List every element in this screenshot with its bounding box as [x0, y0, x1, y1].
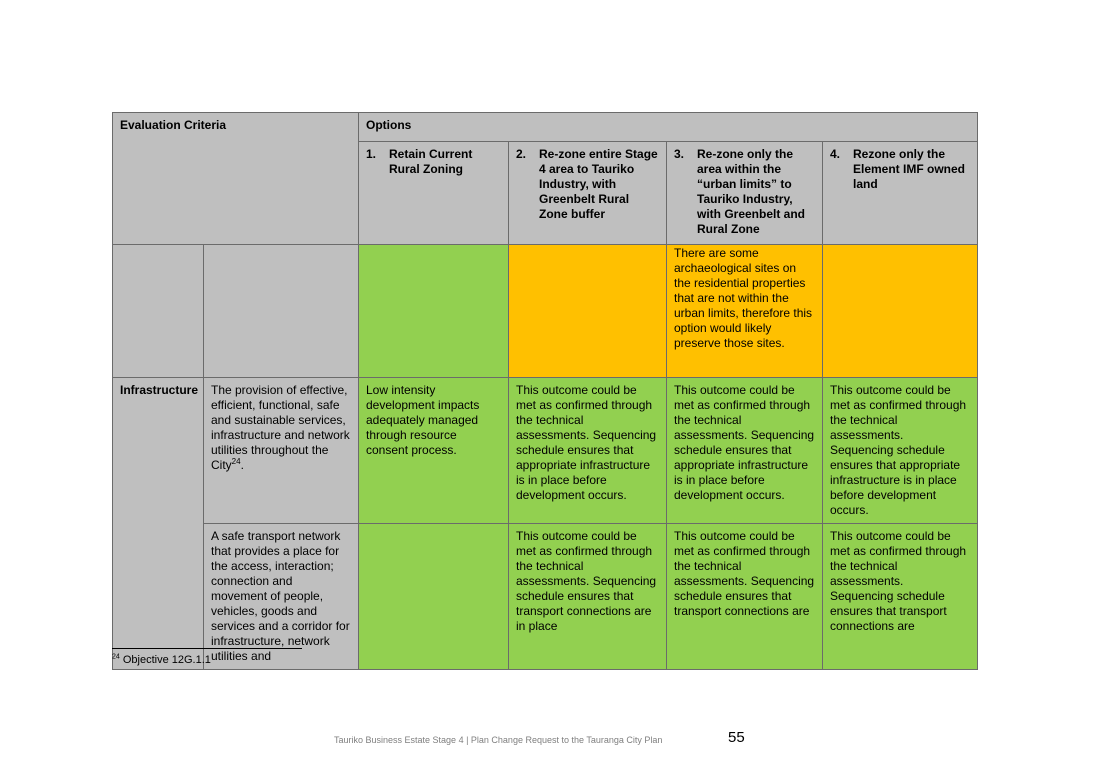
- criterion-cell: [204, 378, 359, 524]
- option-2-cell: [509, 245, 667, 378]
- option-1-cell: [359, 245, 509, 378]
- option-2-cell: This outcome could be met as confirmed through the technical assessments. Sequencing schedule ensures that appropriate infrastructure is in place before development occurs.: [509, 378, 667, 524]
- option-label: Retain Current Rural Zoning: [389, 147, 473, 176]
- criterion-text-end: .: [240, 458, 244, 472]
- option-3-header: [667, 142, 823, 245]
- option-3-cell: This outcome could be met as confirmed through the technical assessments. Sequencing schedule ensures that appropriate infrastructure is in place before development occurs.: [667, 378, 823, 524]
- option-1-header: [359, 142, 509, 245]
- table-row: [113, 245, 978, 378]
- footnote-reference[interactable]: 24: [231, 457, 241, 466]
- evaluation-criteria-header: Evaluation Criteria: [113, 113, 359, 245]
- options-header: Options: [359, 113, 978, 142]
- footnote-divider: [112, 648, 302, 649]
- option-4-cell: This outcome could be met as confirmed through the technical assessments. Sequencing schedule ensures that appropriate infrastructure is in place before development occurs.: [823, 378, 978, 524]
- option-number: 2.: [516, 147, 527, 161]
- page-footer: Tauriko Business Estate Stage 4 | Plan Change Request to the Tauranga City Plan: [334, 735, 663, 745]
- option-1-cell: [359, 524, 509, 670]
- option-1-cell: Low intensity development impacts adequately managed through resource consent process.: [359, 378, 509, 524]
- category-cell: Infrastructure: [113, 378, 204, 670]
- criterion-text: The provision of effective, efficient, functional, safe and sustainable services, infrastructure and network utilities throughout the City: [211, 383, 350, 472]
- option-number: 3.: [674, 147, 685, 161]
- criterion-cell: A safe transport network that provides a place for the access, interaction; connection and movement of people, vehicles, goods and services and a corridor for infrastructure, network utilities and: [204, 524, 359, 670]
- option-number: 1.: [366, 147, 377, 161]
- option-label: Re-zone entire Stage 4 area to Tauriko Industry, with Greenbelt Rural Zone buffer: [539, 147, 658, 221]
- option-2-header: [509, 142, 667, 245]
- option-4-header: [823, 142, 978, 245]
- option-label: Rezone only the Element IMF owned land: [853, 147, 966, 191]
- page-number: 55: [728, 729, 745, 746]
- evaluation-table: [112, 112, 978, 670]
- option-4-cell: [823, 245, 978, 378]
- option-label: Re-zone only the area within the “urban limits” to Tauriko Industry, with Greenbelt and Rural Zone: [697, 147, 806, 236]
- category-cell: [113, 245, 204, 378]
- option-3-cell: There are some archaeological sites on the residential properties that are not within the urban limits, therefore this option would likely preserve those sites.: [667, 245, 823, 378]
- option-4-cell: This outcome could be met as confirmed through the technical assessments. Sequencing schedule ensures that transport connections are: [823, 524, 978, 670]
- table-row: [113, 378, 978, 524]
- option-2-cell: This outcome could be met as confirmed through the technical assessments. Sequencing schedule ensures that transport connections are in place: [509, 524, 667, 670]
- footnote-text: Objective 12G.1.1: [122, 654, 211, 666]
- option-3-cell: This outcome could be met as confirmed through the technical assessments. Sequencing schedule ensures that transport connections are: [667, 524, 823, 670]
- footnote-number: 24: [112, 653, 120, 661]
- option-number: 4.: [830, 147, 841, 161]
- footnote: [112, 654, 211, 666]
- criterion-cell: [204, 245, 359, 378]
